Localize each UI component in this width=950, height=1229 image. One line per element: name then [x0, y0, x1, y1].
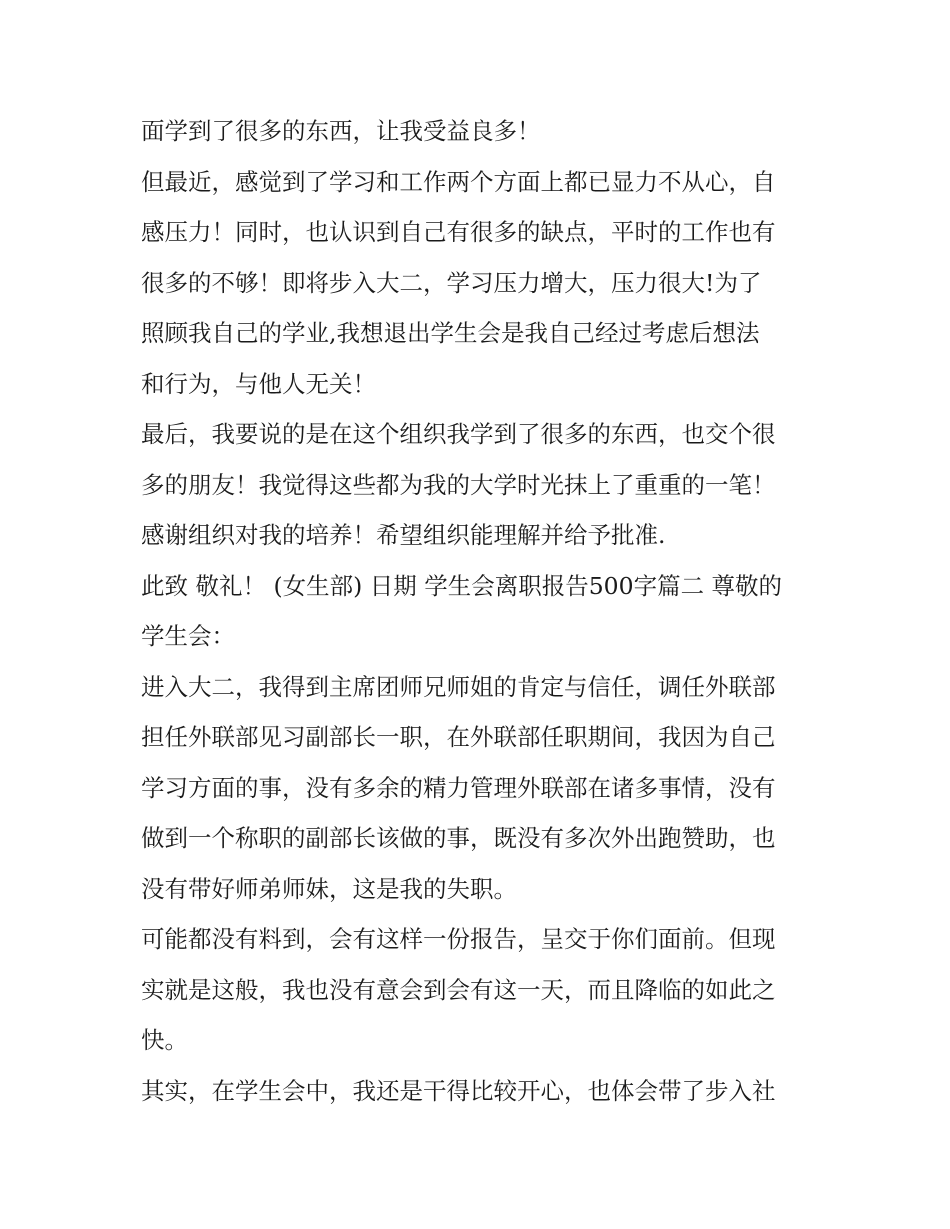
text-line: 可能都没有料到，会有这样一份报告，呈交于你们面前。但现: [141, 925, 776, 953]
text-line: 没有带好师弟师妹，这是我的失职。: [141, 874, 517, 903]
text-line: 很多的不够！即将步入大二，学习压力增大，压力很大!为了: [141, 268, 762, 297]
text-line: 但最近，感觉到了学习和工作两个方面上都已显力不从心，自: [141, 167, 776, 196]
text-line: 学生会：: [141, 622, 235, 650]
text-line: 担任外联部见习副部长一职，在外联部任职期间，我因为自己: [141, 723, 776, 751]
text-line: 和行为，与他人无关！: [141, 369, 376, 398]
text-line: 快。: [141, 1026, 188, 1054]
text-line: 实就是这般，我也没有意会到会有这一天，而且降临的如此之: [141, 975, 776, 1004]
text-line: 多的朋友！我觉得这些都为我的大学时光抹上了重重的一笔！: [141, 470, 776, 499]
document-body: [141, 106, 821, 1116]
text-line: 学习方面的事，没有多余的精力管理外联部在诸多事情，没有: [141, 773, 776, 802]
text-line: 做到一个称职的副部长该做的事，既没有多次外出跑赞助，也: [141, 824, 776, 852]
text-line: 进入大二，我得到主席团师兄师姐的肯定与信任，调任外联部: [141, 672, 776, 701]
text-line: 其实，在学生会中，我还是干得比较开心，也体会带了步入社: [141, 1076, 776, 1105]
text-line: 最后，我要说的是在这个组织我学到了很多的东西，也交个很: [141, 420, 776, 448]
text-line: 此致 敬礼！ (女生部) 日期 学生会离职报告500字篇二 尊敬的: [141, 571, 783, 600]
text-line: 照顾我自己的学业,我想退出学生会是我自己经过考虑后想法: [141, 319, 760, 347]
text-line: 面学到了很多的东西，让我受益良多！: [141, 117, 541, 145]
text-line: 感压力！同时，也认识到自己有很多的缺点，平时的工作也有: [141, 218, 776, 246]
text-line: 感谢组织对我的培养！希望组织能理解并给予批准.: [141, 521, 666, 549]
